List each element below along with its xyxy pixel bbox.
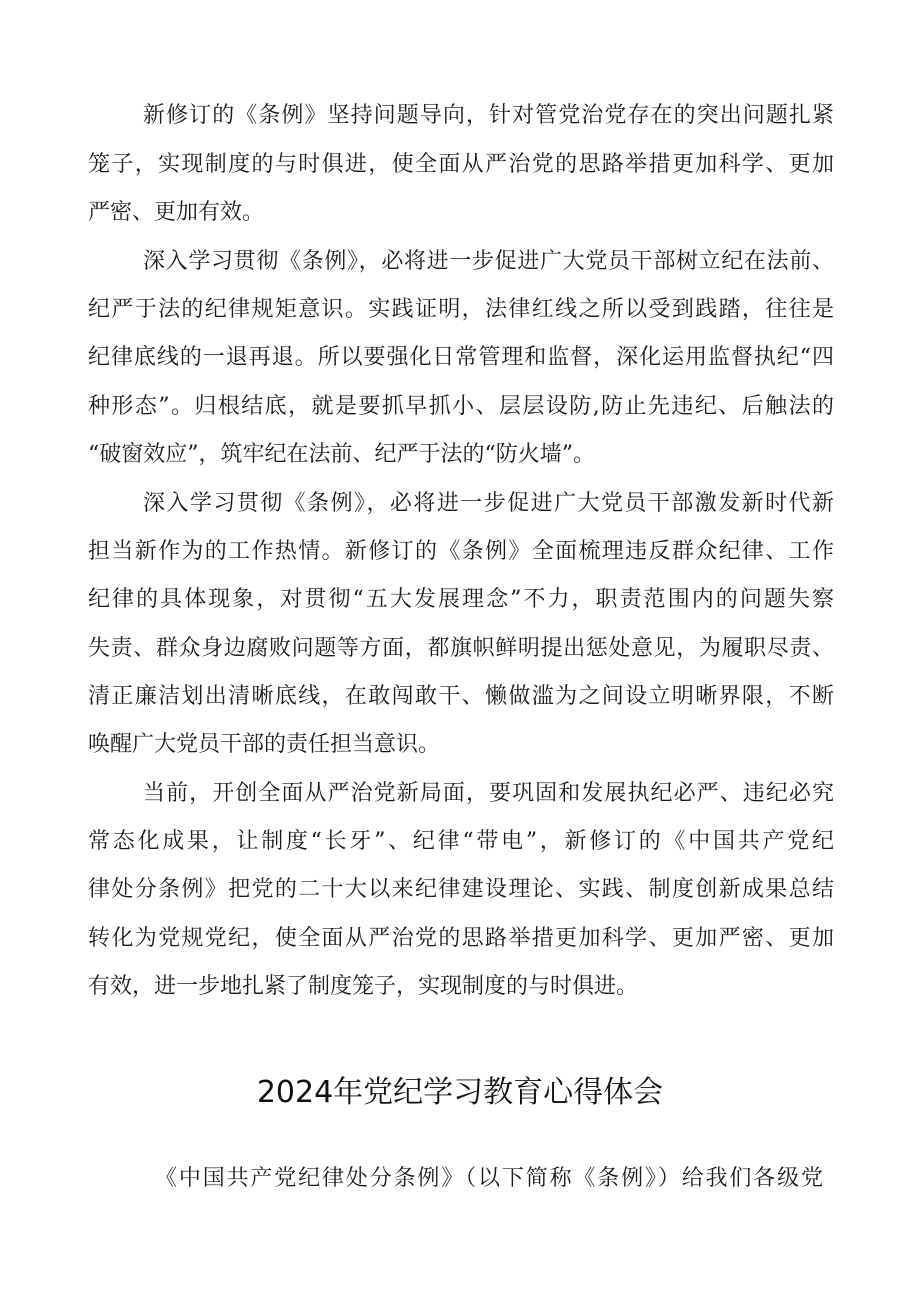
text-line: 种形态”。归根结底，就是要抓早抓小、层层设防,防止先违纪、后触法的 (88, 394, 834, 419)
text-line: 严密、更加有效。 (88, 200, 265, 225)
text-line: 新修订的《条例》坚持问题导向，针对管党治党存在的突出问题扎紧 (143, 103, 834, 128)
text-line: 笼子，实现制度的与时俱进，使全面从严治党的思路举措更加科学、更加 (88, 152, 834, 177)
text-line: 纪严于法的纪律规矩意识。实践证明，法律红线之所以受到践踏，往往是 (88, 297, 834, 322)
text-line: 唤醒广大党员干部的责任担当意识。 (88, 732, 441, 757)
text-line: 转化为党规党纪，使全面从严治党的思路举措更加科学、更加严密、更加 (88, 926, 834, 951)
text-line: 担当新作为的工作热情。新修订的《条例》全面梳理违反群众纪律、工作 (88, 539, 834, 564)
text-line: “破窗效应”，筑牢纪在法前、纪严于法的“防火墙”。 (88, 442, 595, 467)
text-line: 《中国共产党纪律处分条例》（以下简称《条例》）给我们各级党 (155, 1166, 823, 1191)
text-line: 清正廉洁划出清晰底线，在敢闯敢干、懒做滥为之间设立明晰界限，不断 (88, 684, 834, 709)
text-line: 纪律的具体现象，对贯彻“五大发展理念”不力，职责范围内的问题失察 (88, 587, 834, 612)
text-line: 纪律底线的一退再退。所以要强化日常管理和监督，深化运用监督执纪“四 (88, 345, 834, 370)
text-line: 有效，进一步地扎紧了制度笼子，实现制度的与时俱进。 (88, 974, 639, 999)
text-line: 当前，开创全面从严治党新局面，要巩固和发展执纪必严、违纪必究 (143, 781, 834, 806)
text-line: 律处分条例》把党的二十大以来纪律建设理论、实践、制度创新成果总结 (88, 877, 834, 902)
section-heading: 2024年党纪学习教育心得体会 (256, 1075, 664, 1110)
text-line: 深入学习贯彻《条例》，必将进一步促进广大党员干部激发新时代新 (143, 491, 834, 516)
text-line: 失责、群众身边腐败问题等方面，都旗帜鲜明提出惩处意见，为履职尽责、 (88, 636, 834, 661)
text-line: 深入学习贯彻《条例》，必将进一步促进广大党员干部树立纪在法前、 (143, 249, 834, 274)
text-line: 常态化成果，让制度“长牙”、纪律“带电”，新修订的《中国共产党纪 (88, 829, 834, 854)
